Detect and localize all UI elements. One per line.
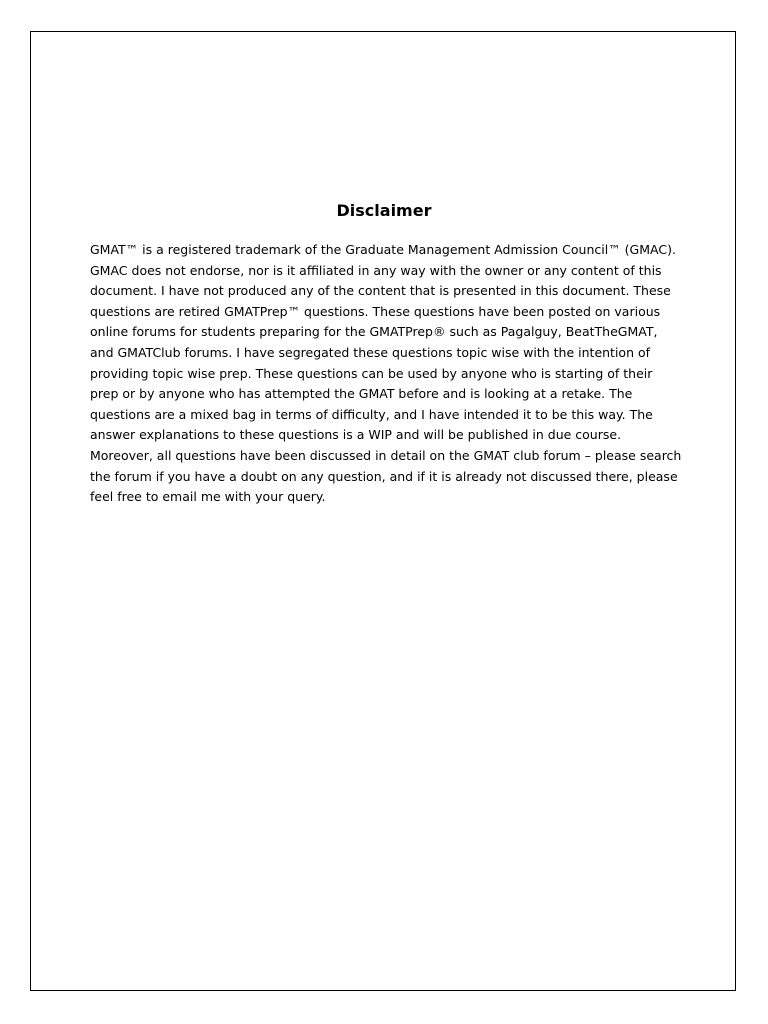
body-line: providing topic wise prep. These questions can be used by anyone who is starting of their — [90, 365, 653, 381]
body-line: online forums for students preparing for the GMATPrep® such as Pagalguy, BeatTheGMAT, — [90, 324, 658, 340]
body-line: the forum if you have a doubt on any question, and if it is already not discussed there, please — [90, 468, 678, 484]
body-line: feel free to email me with your query. — [90, 489, 326, 505]
page-title: Disclaimer — [336, 201, 432, 220]
body-line: GMAC does not endorse, nor is it affiliated in any way with the owner or any content of this — [90, 262, 662, 278]
body-line: GMAT™ is a registered trademark of the Graduate Management Admission Council™ (GMAC). — [90, 242, 676, 257]
page-border — [30, 31, 736, 991]
body-line: Moreover, all questions have been discussed in detail on the GMAT club forum – please search — [90, 447, 682, 463]
body-line: questions are a mixed bag in terms of difficulty, and I have intended it to be this way. The — [90, 406, 653, 422]
body-line: questions are retired GMATPrep™ questions. These questions have been posted on various — [90, 303, 661, 319]
body-line: prep or by anyone who has attempted the GMAT before and is looking at a retake. The — [90, 386, 633, 402]
body-line: and GMATClub forums. I have segregated these questions topic wise with the intention of — [90, 344, 651, 360]
body-line: document. I have not produced any of the content that is presented in this document. These — [90, 283, 671, 299]
body-line: answer explanations to these questions is a WIP and will be published in due course. — [90, 427, 622, 443]
disclaimer-body — [90, 240, 710, 508]
